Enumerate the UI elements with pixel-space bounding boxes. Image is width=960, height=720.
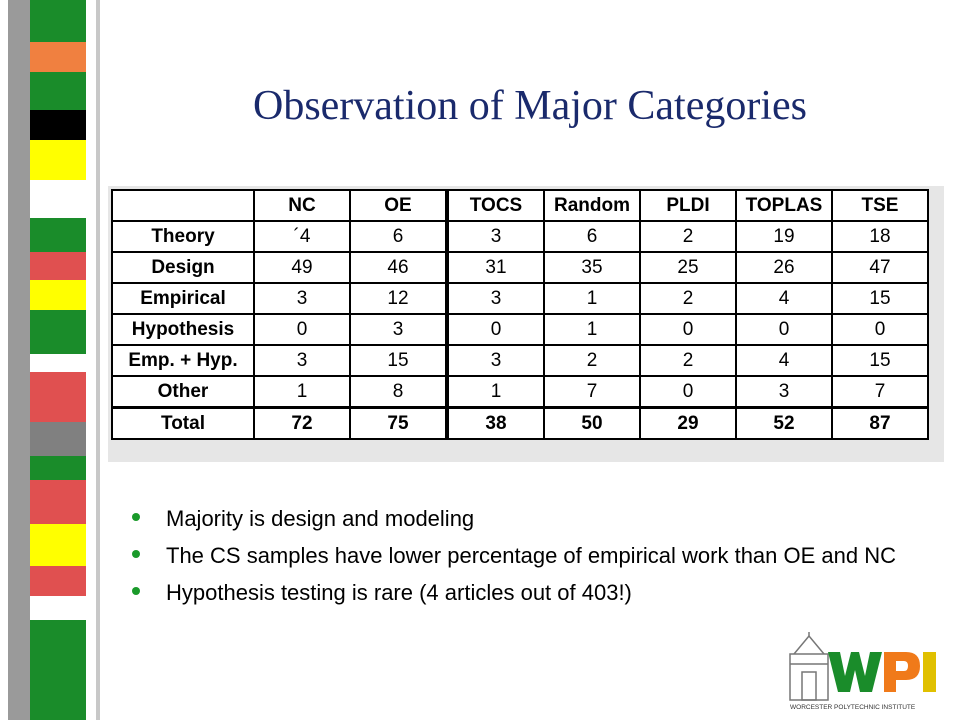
column-header: NC: [254, 190, 350, 221]
table-cell: 6: [350, 221, 447, 252]
bullet-dot-icon: [132, 513, 140, 521]
stripe-block: [30, 354, 86, 372]
table-cell: 0: [640, 376, 736, 408]
column-header: Random: [544, 190, 640, 221]
bullet-text: Majority is design and modeling: [166, 506, 475, 531]
column-header: OE: [350, 190, 447, 221]
column-header: PLDI: [640, 190, 736, 221]
table-cell: 12: [350, 283, 447, 314]
stripe-block: [30, 252, 86, 280]
stripe-block: [30, 72, 86, 110]
table-cell: 7: [544, 376, 640, 408]
stripe-block: [30, 372, 86, 422]
stripe-block: [30, 0, 86, 42]
table-cell: 29: [640, 408, 736, 440]
table-cell: 2: [640, 283, 736, 314]
bullet-dot-icon: [132, 550, 140, 558]
table-cell: 0: [447, 314, 544, 345]
bullet-item: [128, 542, 928, 569]
stripe-block: [30, 180, 86, 218]
table-cell: 3: [350, 314, 447, 345]
stripe-block: [30, 280, 86, 310]
table-cell: 19: [736, 221, 832, 252]
table-cell: 52: [736, 408, 832, 440]
row-label: Design: [112, 252, 254, 283]
table-cell: 4: [736, 345, 832, 376]
table-cell: 0: [832, 314, 928, 345]
categories-table: [111, 189, 929, 440]
table-cell: 0: [254, 314, 350, 345]
table-cell: 1: [544, 283, 640, 314]
stripe-block: [30, 456, 86, 480]
wpi-logo: [784, 632, 944, 712]
table-cell: 15: [832, 283, 928, 314]
table-cell: 1: [254, 376, 350, 408]
table-cell: 25: [640, 252, 736, 283]
table-cell: 0: [736, 314, 832, 345]
row-label: Emp. + Hyp.: [112, 345, 254, 376]
stripe-block: [30, 480, 86, 524]
table-cell: 6: [544, 221, 640, 252]
table-row: [112, 345, 928, 376]
logo-letter-i-icon: [923, 652, 936, 692]
table-cell: 15: [832, 345, 928, 376]
row-label: Theory: [112, 221, 254, 252]
table-cell: 75: [350, 408, 447, 440]
stripe-block: [30, 310, 86, 354]
bullet-dot-icon: [132, 587, 140, 595]
stripe-block: [30, 566, 86, 596]
table-cell: 35: [544, 252, 640, 283]
table-cell: 2: [544, 345, 640, 376]
row-label: Total: [112, 408, 254, 440]
table-cell: 50: [544, 408, 640, 440]
table-cell: 72: [254, 408, 350, 440]
table-row: [112, 252, 928, 283]
stripe-block: [30, 42, 86, 72]
table-corner-cell: [112, 190, 254, 221]
table-total-row: [112, 408, 928, 440]
table-cell: 18: [832, 221, 928, 252]
slide-title: Observation of Major Categories: [252, 83, 808, 129]
stripe-gray-band: [8, 0, 30, 720]
table-row: [112, 221, 928, 252]
table-cell: 46: [350, 252, 447, 283]
decorative-stripe: [0, 0, 100, 720]
table-cell: 3: [447, 221, 544, 252]
stripe-block: [30, 422, 86, 456]
logo-letter-p-icon: [884, 652, 920, 692]
table-cell: 4: [736, 283, 832, 314]
table-cell: 15: [350, 345, 447, 376]
column-header: TSE: [832, 190, 928, 221]
table-row: [112, 314, 928, 345]
building-icon: [790, 632, 828, 700]
table-cell: 49: [254, 252, 350, 283]
bullet-list: [128, 505, 928, 616]
logo-letter-w-icon: [828, 652, 882, 692]
table-cell: 87: [832, 408, 928, 440]
bullet-text: The CS samples have lower percentage of empirical work than OE and NC: [166, 543, 897, 568]
stripe-block: [30, 110, 86, 140]
row-label: Empirical: [112, 283, 254, 314]
table-cell: 8: [350, 376, 447, 408]
table-cell: 2: [640, 345, 736, 376]
table-cell: 7: [832, 376, 928, 408]
logo-subtext: WORCESTER POLYTECHNIC INSTITUTE: [790, 704, 916, 711]
stripe-block: [30, 596, 86, 620]
table-cell: 1: [447, 376, 544, 408]
table-container: [108, 186, 944, 462]
table-cell: 47: [832, 252, 928, 283]
stripe-block: [30, 620, 86, 720]
column-header: TOPLAS: [736, 190, 832, 221]
table-row: [112, 283, 928, 314]
table-cell: 3: [736, 376, 832, 408]
stripe-block: [30, 140, 86, 180]
row-label: Other: [112, 376, 254, 408]
table-cell: 26: [736, 252, 832, 283]
table-cell: 31: [447, 252, 544, 283]
stripe-block: [30, 218, 86, 252]
bullet-item: [128, 579, 928, 606]
table-cell: 0: [640, 314, 736, 345]
table-cell: 38: [447, 408, 544, 440]
table-row: [112, 376, 928, 408]
table-cell: 3: [254, 283, 350, 314]
table-cell: 2: [640, 221, 736, 252]
column-header: TOCS: [447, 190, 544, 221]
table-cell: 1: [544, 314, 640, 345]
table-cell: 3: [447, 345, 544, 376]
table-header-row: [112, 190, 928, 221]
row-label: Hypothesis: [112, 314, 254, 345]
bullet-text: Hypothesis testing is rare (4 articles out of 403!): [166, 580, 632, 605]
stripe-block: [30, 524, 86, 566]
bullet-item: [128, 505, 928, 532]
table-cell: ´4: [254, 221, 350, 252]
stripe-divider: [96, 0, 100, 720]
table-cell: 3: [254, 345, 350, 376]
table-cell: 3: [447, 283, 544, 314]
wpi-logo-graphic: [784, 632, 944, 712]
